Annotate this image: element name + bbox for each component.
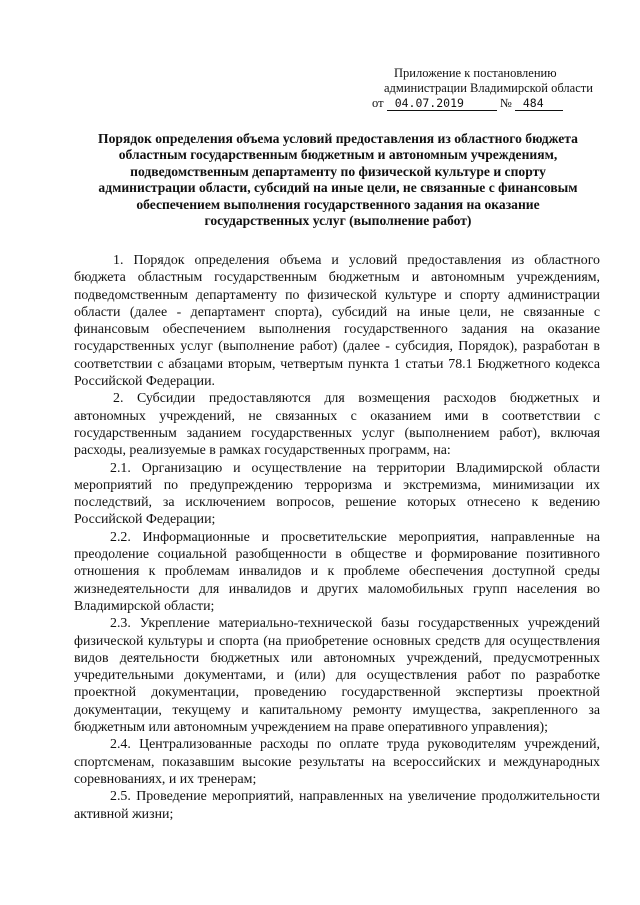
approval-line-1: Приложение к постановлению xyxy=(394,66,557,80)
paragraph-2-3: 2.3. Укрепление материально-технической базы государственных учреждений физической культуры и спорта (на приобретение основных средств для осуществления видов деятельности бюджетных или автономных учреждений, предусмотренных учредительными документами, и (или) для осуществления работ по разработке проектной документации, проведению государственной экспертизы проектной документации, текущему и капитальному ремонту имущества, закрепленного за бюджетным или автономным учреждением на праве оперативного управления); xyxy=(74,616,600,736)
paragraph-2-1: 2.1. Организацию и осуществление на территории Владимирской области мероприятий по предупреждению терроризма и экстремизма, минимизации их последствий, за исключением вопросов, решение которых отнесено к ведению Российской Федерации; xyxy=(74,460,600,528)
document-body xyxy=(74,252,600,823)
paragraph-2-2: 2.2. Информационные и просветительские мероприятия, направленные на преодоление социальной разобщенности в обществе и формирование позитивного отношения к проблемам инвалидов и к проблеме обеспечения доступной среды жизнедеятельности для инвалидов и других маломобильных групп населения во Владимирской области; xyxy=(74,529,600,614)
approval-date: 04.07.2019 xyxy=(387,97,497,111)
approval-stamp xyxy=(372,66,602,111)
approval-number: 484 xyxy=(515,97,563,111)
from-prefix: от xyxy=(372,96,384,110)
document-title: Порядок определения объема условий предоставления из областного бюджета областным государственным бюджетным и автономным учреждениям, подведомственным департаменту по физической культуре и спорту администрации области, субсидий на иные цели, не связанные с финансовым обеспечением выполнения государственного задания на оказание государственных услуг (выполнение работ) xyxy=(98,131,578,229)
approval-line-2: администрации Владимирской области xyxy=(384,81,593,95)
paragraph-2-4: 2.4. Централизованные расходы по оплате труда руководителям учреждений, спортсменам, показавшим высокие результаты на всероссийских и международных соревнованиях, и их тренерам; xyxy=(74,737,600,787)
approval-date-number xyxy=(372,96,602,111)
number-prefix: № xyxy=(499,96,512,110)
paragraph-2: 2. Субсидии предоставляются для возмещения расходов бюджетных и автономных учреждений, не связанных с оказанием ими в соответствии с государственным заданием государственных услуг (выполнением работ), включая расходы, реализуемые в рамках государственных программ, на: xyxy=(74,391,600,459)
paragraph-1: 1. Порядок определения объема и условий предоставления из областного бюджета областным государственным бюджетным и автономным учреждениям, подведомственным департаменту по физической культуре и спорту администрации области (далее - департамент спорта), субсидий на иные цели, не связанные с финансовым обеспечением выполнения государственного задания на оказание государственных услуг (выполнение работ) (далее - субсидия, Порядок), разработан в соответствии с абзацами вторым, четвертым пункта 1 статьи 78.1 Бюджетного кодекса Российской Федерации. xyxy=(74,253,600,390)
paragraph-2-5: 2.5. Проведение мероприятий, направленных на увеличение продолжительности активной жизни; xyxy=(74,789,600,822)
